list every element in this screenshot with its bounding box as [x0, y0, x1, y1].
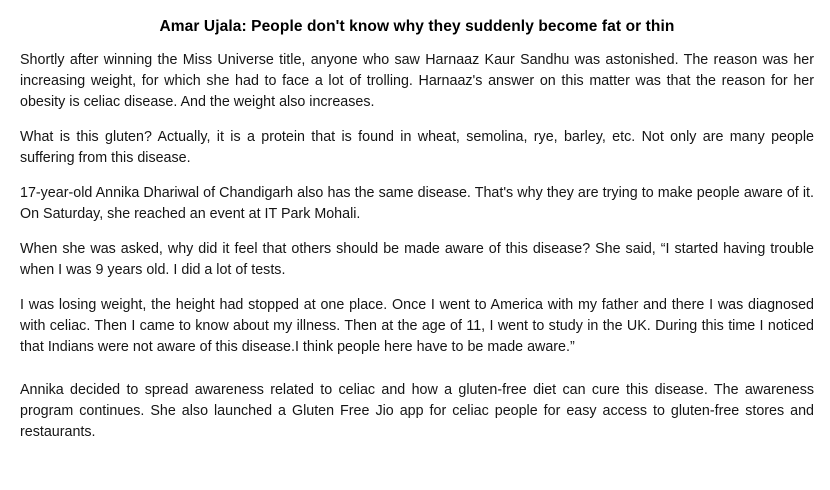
- article-paragraph: I was losing weight, the height had stopped at one place. Once I went to America with my father and there I was diagnosed with celiac. Then I came to know about my illness. Then at the age of 11, I went to study in the UK. During this time I noticed that Indians were not aware of this disease.I think people here have to be made aware.”: [20, 297, 814, 356]
- article-paragraph: 17-year-old Annika Dhariwal of Chandigarh also has the same disease. That's why they are trying to make people aware of it. On Saturday, she reached an event at IT Park Mohali.: [20, 185, 814, 223]
- article-paragraph: Shortly after winning the Miss Universe title, anyone who saw Harnaaz Kaur Sandhu was astonished. The reason was her increasing weight, for which she had to face a lot of trolling. Harnaaz's answer on this matter was that the reason for her obesity is celiac disease. And the weight also increases.: [20, 52, 814, 111]
- article-paragraph: What is this gluten? Actually, it is a protein that is found in wheat, semolina, rye, barley, etc. Not only are many people suffering from this disease.: [20, 129, 814, 167]
- page-title: Amar Ujala: People don't know why they suddenly become fat or thin: [159, 18, 675, 35]
- article-paragraph: Annika decided to spread awareness related to celiac and how a gluten-free diet can cure this disease. The awareness program continues. She also launched a Gluten Free Jio app for celiac people for easy access to gluten-free stores and restaurants.: [20, 382, 814, 441]
- article-paragraph: When she was asked, why did it feel that others should be made aware of this disease? She said, “I started having trouble when I was 9 years old. I did a lot of tests.: [20, 241, 814, 279]
